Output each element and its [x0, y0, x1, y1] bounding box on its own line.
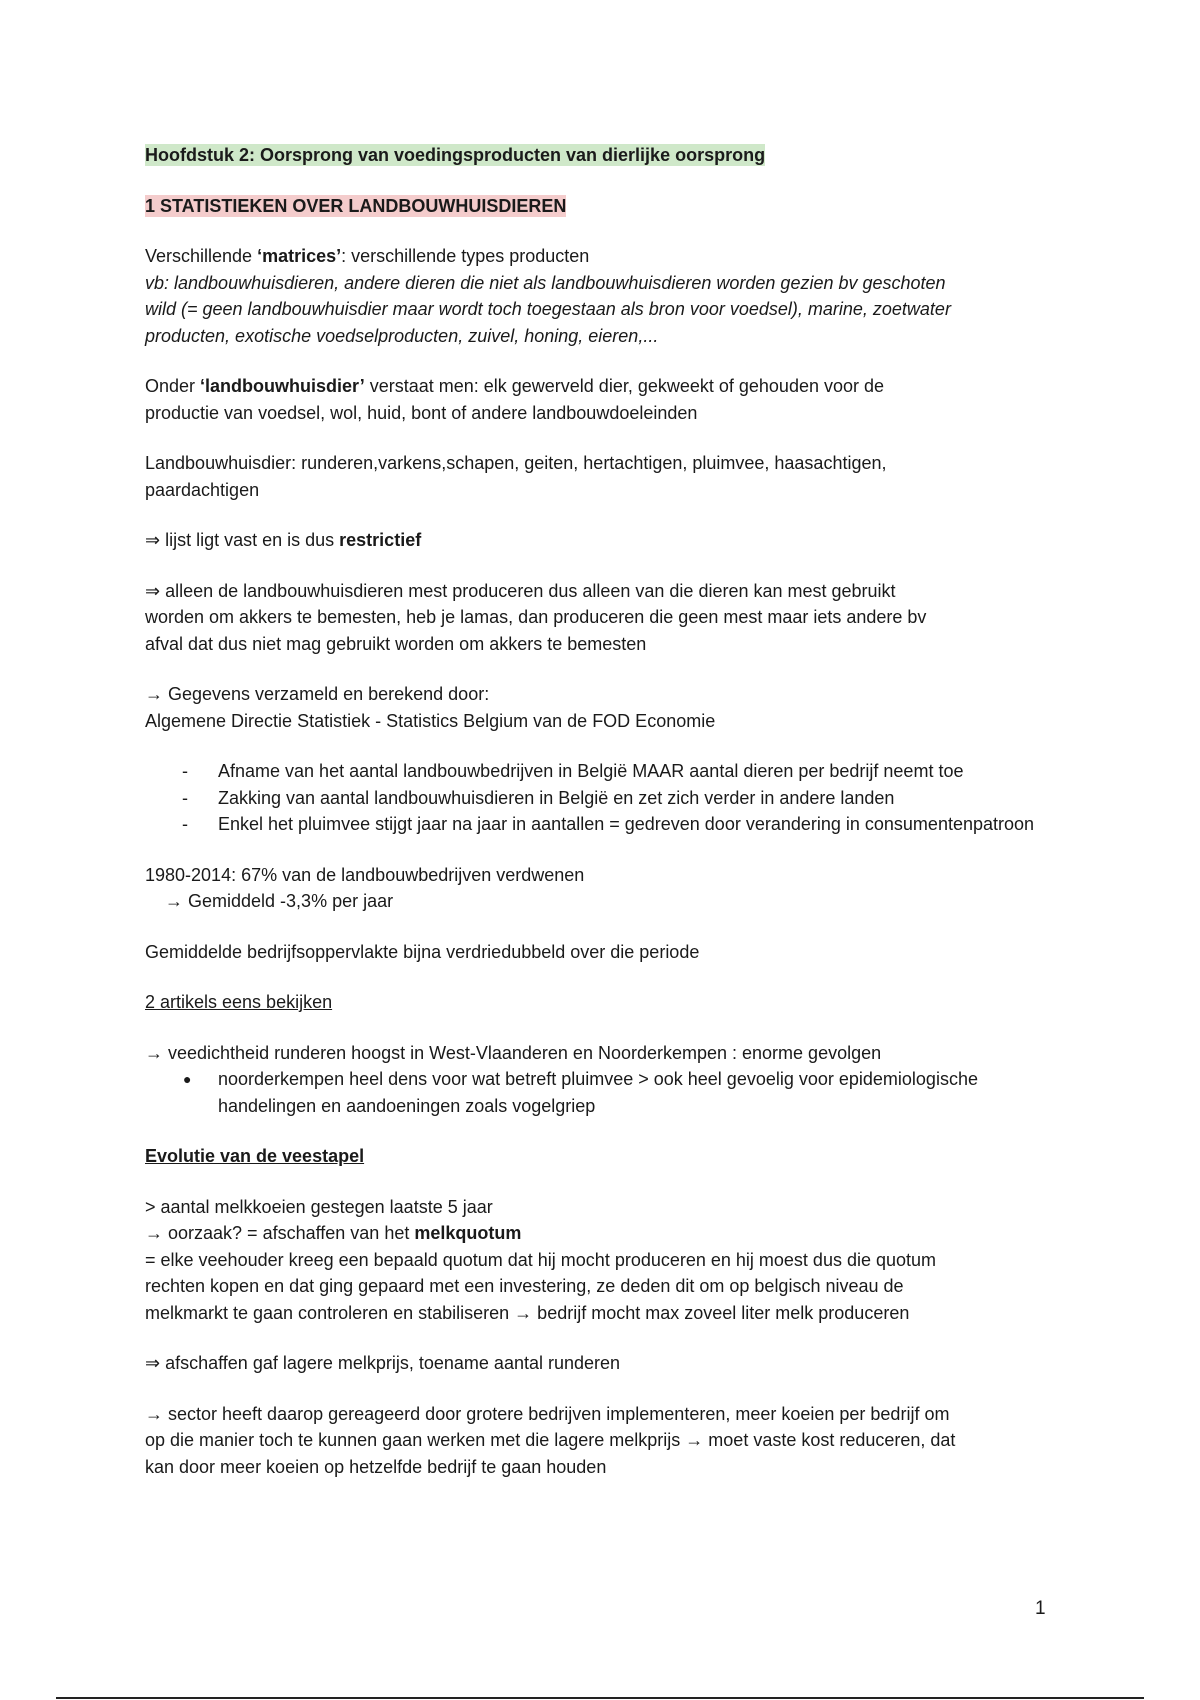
definition-pre: Onder: [145, 376, 201, 396]
chapter-title: Hoofdstuk 2: Oorsprong van voedingsproducten van dierlijke oorsprong: [145, 145, 766, 165]
dash-marker: -: [182, 814, 188, 834]
restrictive-pre: ⇒ lijst ligt vast en is dus: [145, 530, 340, 550]
source-paragraph: [145, 681, 1065, 734]
evolution-heading: [145, 1143, 1065, 1170]
page-number: 1: [1035, 1598, 1046, 1619]
chapter-heading: [145, 142, 1065, 169]
period-line: 1980-2014: 67% van de landbouwbedrijven verdwenen: [145, 864, 585, 885]
animals-paragraph: [145, 450, 1065, 503]
page-content: [145, 142, 1065, 1480]
sector-line: → sector heeft daarop gereageerd door grotere bedrijven implementeren, meer koeien per bedrijf om: [145, 1403, 950, 1424]
milk-cause-term: melkquotum: [414, 1223, 522, 1243]
list-item: [145, 785, 1065, 812]
animals-line: Landbouwhuisdier: runderen,varkens,schapen, geiten, hertachtigen, pluimvee, haasachtigen,: [145, 453, 887, 473]
manure-line: worden om akkers te bemesten, heb je lamas, dan produceren die geen mest maar iets andere bv: [145, 607, 927, 627]
density-paragraph: → veedichtheid runderen hoogst in West-Vlaanderen en Noorderkempen : enorme gevolgen: [145, 1042, 882, 1063]
dot-marker: ●: [183, 1071, 192, 1087]
abolish-paragraph: ⇒ afschaffen gaf lagere melkprijs, toename aantal runderen: [145, 1353, 621, 1373]
list-item: [145, 811, 1065, 838]
matrices-term: ‘matrices’: [257, 246, 342, 266]
milk-cause-pre: → oorzaak? = afschaffen van het: [145, 1223, 415, 1243]
definition-post: verstaat men: elk gewerveld dier, gekweekt of gehouden voor de: [364, 376, 885, 396]
section-title: 1 STATISTIEKEN OVER LANDBOUWHUISDIEREN: [145, 195, 567, 216]
statistics-bullet-list: [145, 758, 1065, 838]
evolution-title: Evolutie van de veestapel: [145, 1146, 365, 1166]
section-heading: [145, 193, 1065, 220]
manure-paragraph: [145, 578, 1065, 658]
definition-line: productie van voedsel, wol, huid, bont of andere landbouwdoeleinden: [145, 402, 698, 423]
sector-paragraph: [145, 1401, 1065, 1481]
matrices-post: : verschillende types producten: [341, 246, 590, 266]
matrices-example-line: vb: landbouwhuisdieren, andere dieren die niet als landbouwhuisdieren worden gezien bv geschoten: [145, 272, 946, 293]
milk-explanation-line: = elke veehouder kreeg een bepaald quotum dat hij mocht produceren en hij moest dus die quotum: [145, 1249, 937, 1270]
list-item: [145, 1066, 1065, 1119]
articles-link-text: 2 artikels eens bekijken: [145, 992, 333, 1012]
definition-term: ‘landbouwhuisdier’: [200, 376, 365, 396]
restrictive-paragraph: [145, 527, 1065, 554]
density-bullet-list: [145, 1066, 1065, 1119]
milk-line: > aantal melkkoeien gestegen laatste 5 jaar: [145, 1196, 493, 1217]
list-item-text: Enkel het pluimvee stijgt jaar na jaar in aantallen = gedreven door verandering in consumentenpatroon: [218, 814, 1035, 834]
matrices-paragraph: [145, 243, 1065, 349]
list-item-text: noorderkempen heel dens voor wat betreft pluimvee > ook heel gevoelig voor epidemiologische handelingen en aandoeningen zoals vogelgriep: [218, 1069, 978, 1116]
definition-paragraph: [145, 373, 1065, 426]
restrictive-term: restrictief: [339, 530, 422, 550]
manure-line: afval dat dus niet mag gebruikt worden om akkers te bemesten: [145, 633, 647, 654]
milk-explanation-line: rechten kopen en dat ging gepaard met een investering, ze deden dit om op belgisch niveau de: [145, 1276, 904, 1296]
animals-line: paardachtigen: [145, 479, 260, 500]
matrices-example-line: producten, exotische voedselproducten, zuivel, honing, eieren,...: [145, 325, 659, 346]
surface-paragraph: Gemiddelde bedrijfsoppervlakte bijna verdriedubbeld over die periode: [145, 941, 700, 962]
matrices-example-line: wild (= geen landbouwhuisdier maar wordt toch toegestaan als bron voor voedsel), marine, zoetwater: [145, 299, 951, 319]
list-item-text: Afname van het aantal landbouwbedrijven in België MAAR aantal dieren per bedrijf neemt toe: [218, 761, 964, 781]
sector-line: op die manier toch te kunnen gaan werken met die lagere melkprijs → moet vaste kost reduceren, dat: [145, 1430, 956, 1450]
period-paragraph: [145, 862, 1065, 915]
list-item-text: Zakking van aantal landbouwhuisdieren in België en zet zich verder in andere landen: [218, 787, 895, 808]
sector-line: kan door meer koeien op hetzelfde bedrijf te gaan houden: [145, 1456, 607, 1477]
manure-line: ⇒ alleen de landbouwhuisdieren mest produceren dus alleen van die dieren kan mest gebruikt: [145, 580, 896, 601]
dash-marker: -: [182, 787, 188, 808]
source-line: Algemene Directie Statistiek - Statistics Belgium van de FOD Economie: [145, 710, 716, 731]
dash-marker: -: [182, 761, 188, 781]
period-average: → Gemiddeld -3,3% per jaar: [165, 891, 394, 911]
milk-explanation-line: melkmarkt te gaan controleren en stabiliseren → bedrijf mocht max zoveel liter melk produceren: [145, 1302, 910, 1323]
list-item: [145, 758, 1065, 785]
source-line: → Gegevens verzameld en berekend door:: [145, 684, 490, 704]
page-divider: [56, 1697, 1144, 1699]
matrices-pre: Verschillende: [145, 246, 258, 266]
articles-paragraph: [145, 989, 1065, 1016]
milk-paragraph: [145, 1194, 1065, 1327]
